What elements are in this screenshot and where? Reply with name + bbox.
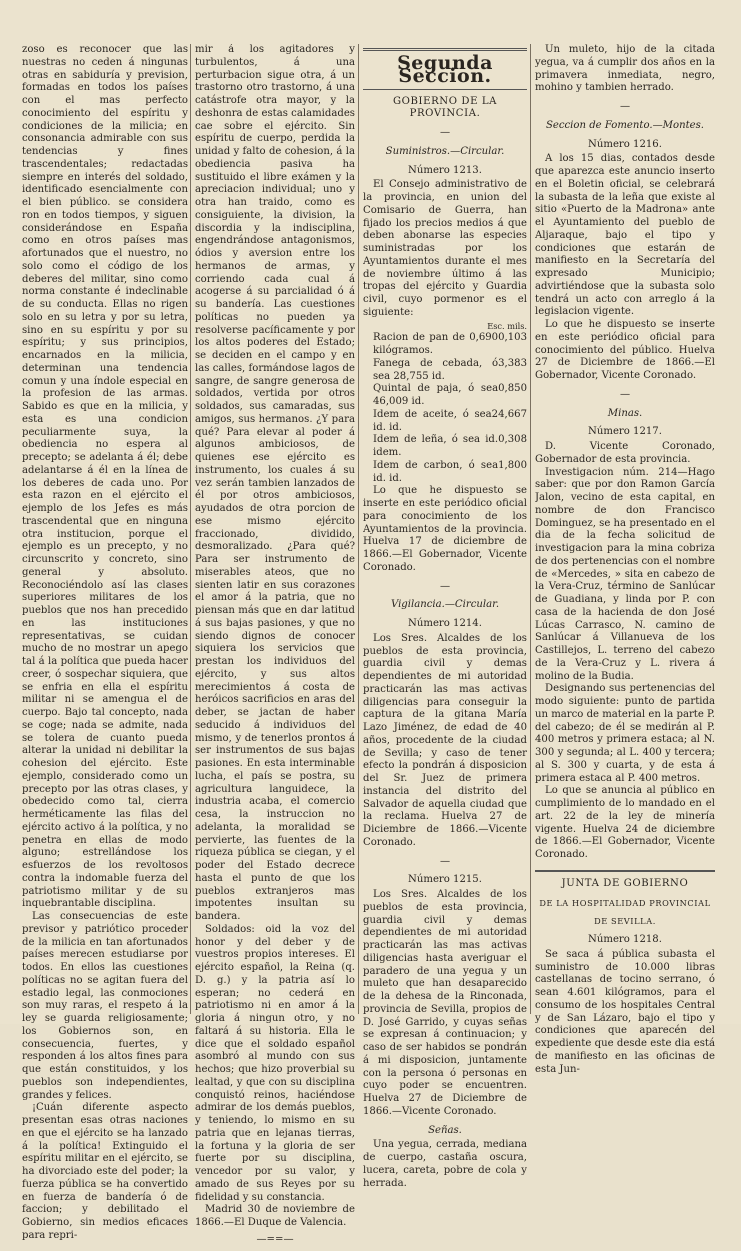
separator: —	[619, 388, 631, 400]
column-divider	[358, 44, 359, 1014]
number-1216: Número 1216.	[588, 138, 662, 150]
paragraph: Designando sus pertenencias del modo siguiente: punto de partida un marco de material en la parte P. del cabezo; de él se medirán al P. 400 metros y primera estaca; al N. 300 y segunda; al L. 400 y tercera; al S. 300 y cuarta, y de esta á primera estaca al P. 400 metros.	[535, 683, 715, 784]
paragraph: D. Vicente Coronado, Gobernador de esta provincia.	[535, 441, 715, 465]
price-value: 24,667	[491, 408, 527, 420]
number-1215: Número 1215.	[408, 874, 482, 886]
number-1217: Número 1217.	[588, 426, 662, 438]
paragraph: Investigacion núm. 214—Hago saber: que por don Ramon García Jalon, vecino de esta capital, en nombre de don Francisco Dominguez, se ha presentado en el dia de la fecha solicitud de investigacion para la mina cobriza de dos pertenencias con el nombre de «Mercedes, » sita en cabezo de la Vera-Cruz, término de Sanlúcar de Guadiana, y linda por P. con casa de la hacienda de don José Lúcas Carrasco, N. camino de Sanlúcar á Villanueva de los Castillejos, L. terreno del cabezo de la Vera-Cruz y L. rivera á molino de la Budia.	[535, 466, 715, 682]
price-label: Idem de carbon, ó sea id. id.	[373, 459, 499, 484]
heading-junta-line3: DE SEVILLA.	[594, 916, 656, 927]
heading-gobierno: GOBIERNO DE LA PROVINCIA.	[392, 95, 498, 120]
paragraph: Se saca á pública subasta el suministro de 10.000 libras castellanas de tocino serrano, ó sean 4.601 kilógramos, para el consumo de los hospitales Central y de San Lázaro, bajo el tipo y condiciones que aparecén del expediente que desde este dia está de manifiesto en las oficinas de esta Jun-	[535, 948, 715, 1075]
paragraph: A los 15 dias, contados desde que aparezca este anuncio inserto en el Boletin oficial, se celebrará la subasta de la leña que existe al sitio «Puerto de la Madrona» ante el Ayuntamiento del pueblo de Aljaraque, bajo el tipo y condiciones que estarán de manifiesto en la Secretaría del expresado Municipio; advirtiéndose que la subasta solo tendrá un acto con arreglo á la legislacion vigente.	[535, 153, 715, 318]
paragraph: Lo que se anuncia al público en cumplimiento de lo mandado en el art. 22 de la ley de minería vigente. Huelva 24 de diciembre de 1866.—El Gobernador, Vicente Coronado.	[535, 785, 715, 860]
heading-junta-line2: DE LA HOSPITALIDAD PROVINCIAL	[539, 897, 711, 908]
price-value: 1,800	[498, 459, 527, 471]
price-label: Racion de pan de 0,690 kilógramos.	[373, 332, 499, 356]
price-list	[363, 332, 527, 485]
column-divider	[530, 44, 531, 1014]
price-label: Quintal de paja, ó sea 46,009 id.	[373, 383, 499, 407]
price-value: 0,308	[498, 434, 527, 446]
number-1213: Número 1213.	[408, 164, 482, 176]
column-divider	[190, 44, 191, 1014]
paragraph: Soldados: oid la voz del honor y del deber y de vuestros propios intereses. El ejército español, la Reina (q. D. g.) y la patria así lo esperan; no cederá en patriotismo ni en amor á la gloria á ningun otro, y no faltará á su historia. Ella le dice que el soldado español asombró al mundo con sus hechos; que hizo proverbial su lealtad, y que con su disciplina conquistó reinos, haciéndose admirar de los demás pueblos, y teniendo, lo mismo en su patria que en lejanas tierras, la fortuna y la gloria de ser fuerte por su disciplina, vencedor por su valor, y amado de sus Reyes por su fidelidad y su constancia.	[195, 923, 355, 1203]
end-ornament: —==—	[256, 1233, 294, 1245]
paragraph: Un muleto, hijo de la citada yegua, va á cumplir dos años en la primavera inmediata, negro, mohino y tambien herrado.	[535, 44, 715, 94]
paragraph: ¡Cuán diferente aspecto presentan esas otras naciones en que el ejército se ha lanzado á la política! Extinguido el espíritu militar en el ejército, se ha divorciado este del poder; la fuerza pública se ha convertido en fuerza de bandería ó de faccion; y debilitado el Gobierno, sin medios eficaces para repri-	[22, 1102, 188, 1241]
price-row	[363, 358, 527, 384]
price-value: 3,383	[498, 357, 527, 369]
divider	[535, 870, 715, 872]
paragraph: Las consecuencias de este previsor y patriótico proceder de la milicia en tan afortunados países merecen estudiarse por todos. En ellos las cuestiones políticas no se agitan fuera del estadio legal, las conmociones son muy raras, el respeto á la ley se guarda religiosamente; los Gobiernos son, en consecuencia, fuertes, y responden á los altos fines para que están constituidos, y los pueblos son independientes, grandes y felices.	[22, 911, 188, 1101]
subheading-minas: Minas.	[607, 407, 643, 419]
separator: —	[439, 855, 451, 867]
section-title: Segunda Seccion.	[363, 48, 527, 90]
price-label: Idem de leña, ó sea id. idem.	[373, 434, 499, 458]
price-row	[363, 332, 527, 358]
subheading-fomento: Seccion de Fomento.—Montes.	[545, 119, 704, 131]
separator: —	[439, 580, 451, 592]
price-row	[363, 409, 527, 435]
paragraph: mir á los agitadores y turbulentos, á una perturbacion sigue otra, á un trastorno otro trastorno, á una catástrofe otra mayor, y la deshonra de estas calamidades cae sobre el ejército. Sin espíritu de cuerpo, perdida la unidad y falto de cohesion, á la obediencia pasiva ha sustituido el libre exámen y la apreciacion individual; uno y otra han traido, como es consiguiente, la division, la discordia y la indisciplina, engendrándose antagonismos, ódios y aversion entre los hermanos de armas, y corriendo cada cual á acogerse á su parcialidad ó á su bandería. Las cuestiones políticas no pueden ya resolverse pacíficamente y por los altos poderes del Estado; se deciden en el campo y en las calles, formándose lagos de sangre, de sangre generosa de soldados, vertida por otros soldados, sus camaradas, sus amigos, sus hermanos. ¿Y para qué? Para elevar al poder á algunos ambiciosos, de quienes ese ejército es instrumento, los cuales á su vez serán tambien lanzados de él por otros ambiciosos, ayudados de otra porcion de ese mismo ejército fraccionado, dividido, desmoralizado. ¿Para qué? Para ser instrumento de miserables ateos, que no sienten latir en sus corazones el amor á la patria, que no piensan más que en dar latitud á sus bajas pasiones, y que no siendo dignos de conocer siquiera los servicios que prestan los individuos del ejército, y sus altos merecimientos á costa de heróicos sacrificios en aras del deber, se jactan de haber seducido á individuos del mismo, y de tenerlos prontos á ser instrumentos de sus bajas pasiones. En esta interminable lucha, el país se postra, su agricultura languidece, la industria acaba, el comercio cesa, la instruccion no adelanta, la moralidad se pervierte, las fuentes de la riqueza pública se ciegan, y el poder del Estado decrece hasta el punto de que los pueblos extranjeros mas impotentes insultan su bandera.	[195, 44, 355, 922]
paragraph: Lo que he dispuesto se inserte en este periódico oficial para conocimiento de los Ayuntamientos de la provincia. Huelva 17 de diciembre de 1866.—El Gobernador, Vicente Coronado.	[363, 485, 527, 573]
number-1218: Número 1218.	[588, 934, 662, 945]
column-2	[195, 44, 355, 1251]
column-1	[22, 44, 188, 1243]
heading-junta: JUNTA DE GOBIERNO	[561, 877, 689, 889]
price-row	[363, 383, 527, 409]
price-label: Idem de aceite, ó sea id. id.	[373, 408, 492, 433]
price-row	[363, 434, 527, 460]
paragraph: El Consejo administrativo de la provincia, en union del Comisario de Guerra, han fijado los precios medios á que deben abonarse las especies suministradas por los Ayuntamientos durante el mes de noviembre último á las tropas del ejército y Guardia civil, cuyo pormenor es el siguiente:	[363, 179, 527, 318]
paragraph: zoso es reconocer que las nuestras no ceden á ningunas otras en sabiduría y prevision, formadas en todos los países con el mas perfecto conocimiento del espíritu y condiciones de la milicia; en consonancia admirable con sus tendencias y fines trascendentales; redactadas siempre en interés del soldado, identificado esencialmente con el bien público. se considera ron en todos tiempos, y siguen considerándose en España como en otros países mas afortunados que el nuestro, no solo como el código de los deberes del militar, sino como norma constante é indeclinable de su conducta. Ellas no rigen solo en su letra y por su letra, sino en su espíritu y por su espíritu; y sus principios, encarnados en la milicia, determinan una tendencia comun y una índole especial en la profesion de las armas. Sabido es que en la milicia, y esta es una condicion peculiarmente suya, la obediencia no espera al precepto; se adelanta á él; debe adelantarse á él en la línea de los deberes de cada uno. Por esta razon en el ejército el ejemplo de los Jefes es más trascendental que en ninguna otra institucion, porque el ejemplo es un precepto, y no circunscrito y concreto, sino general y absoluto. Reconociéndolo así las clases superiores militares de los pueblos que nos han precedido en las instituciones representativas, se cuidan mucho de no mostrar un apego tal á la política que pueda hacer creer, ó sospechar siquiera, que se enfria en ella el espíritu militar ni se amengua el de cuerpo. Bajo tal concepto, nada se coge; nada se admite, nada se tolera de cuanto pueda alterar la unidad ni debilitar la cohesion del ejército. Este ejemplo, considerado como un precepto por las otras clases, y obedecido como tal, cierra herméticamente las filas del ejército activo á la política, y no penetra en ellas de modo alguno; estrellándose los esfuerzos de los revoltosos contra la indomable fuerza del patriotismo militar y de su inquebrantable disciplina.	[22, 44, 188, 910]
subheading-vigilancia: Vigilancia.—Circular.	[390, 599, 500, 611]
column-header-esc-mils: Esc. mils.	[487, 320, 527, 331]
price-label: Fanega de cebada, ó sea 28,755 id.	[373, 357, 499, 382]
column-4	[535, 44, 715, 1076]
price-value: 0,103	[498, 332, 527, 344]
number-1214: Número 1214.	[408, 618, 482, 629]
price-row	[363, 460, 527, 486]
subheading-suministros: Suministros.—Circular.	[385, 145, 505, 157]
paragraph: Lo que he dispuesto se inserte en este periódico oficial para conocimiento del público. Huelva 27 de Diciembre de 1866.—El Gobernador, Vicente Coronado.	[535, 319, 715, 381]
separator: —	[619, 101, 631, 112]
paragraph: Los Sres. Alcaldes de los pueblos de esta provincia, guardia civil y demas dependientes de mi autoridad practicarán las mas activas diligencias hasta averiguar el paradero de una yegua y un muleto que han desaparecido de la dehesa de la Rinconada, provincia de Sevilla, propios de D. José Garrido, y cuyas señas se expresan á continuacion; y caso de ser habidos se pondrán á mi disposicion, juntamente con la persona ó personas en cuyo poder se encuentren. Huelva 27 de Diciembre de 1866.—Vicente Coronado.	[363, 889, 527, 1117]
paragraph: Una yegua, cerrada, mediana de cuerpo, castaña oscura, lucera, careta, pobre de cola y herrada.	[363, 1139, 527, 1189]
subheading-senas: Señas.	[428, 1124, 462, 1136]
separator: —	[439, 127, 451, 138]
column-3	[363, 44, 527, 1190]
signature-date: Madrid 30 de noviembre de 1866.—El Duque de Valencia.	[195, 1204, 355, 1228]
price-value: 0,850	[498, 383, 527, 395]
paragraph: Los Sres. Alcaldes de los pueblos de esta provincia, guardia civil y demas dependientes de mi autoridad practicarán las mas activas diligencias para conseguir la captura de la gitana María Lazo Jiménez, de edad de 40 años, procedente de la ciudad de Sevilla; y caso de tener efecto la pondrán á disposicion del Sr. Juez de primera instancia del distrito del Salvador de aquella ciudad que la reclama. Huelva 27 de Diciembre de 1866.—Vicente Coronado.	[363, 632, 527, 848]
